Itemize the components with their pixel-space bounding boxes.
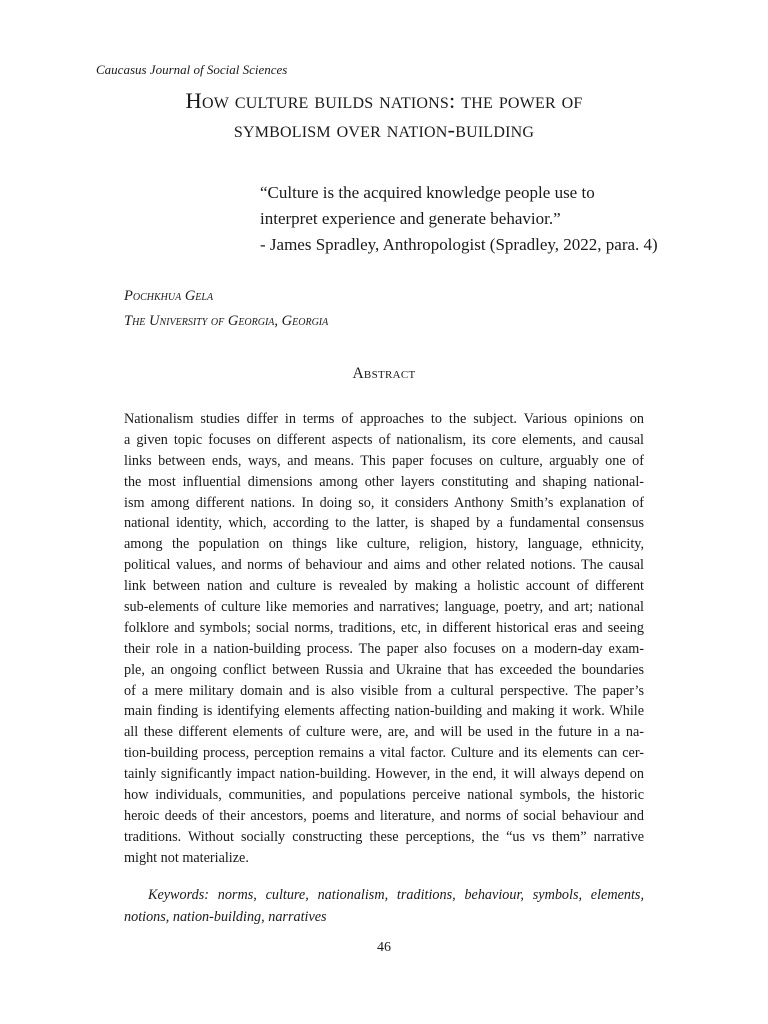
abstract-line: tion-building process, perception remains a vital factor. Culture and its elements can cer- xyxy=(124,745,644,762)
abstract-heading: Abstract xyxy=(352,365,416,382)
epigraph-line: interpret experience and generate behavior.” xyxy=(260,209,561,228)
keywords-block xyxy=(124,884,644,928)
abstract-line: all these different elements of culture were, are, and will be used in the future in a na- xyxy=(124,724,644,741)
abstract-line: their role in a nation-building process. The paper also focuses on a modern-day exam- xyxy=(124,640,644,657)
abstract-line: political values, and norms of behaviour and aims and other related notions. The causal xyxy=(124,557,644,574)
abstract-line: sub-elements of culture like memories and narratives; language, poetry, and art; national xyxy=(124,599,644,616)
abstract-line: among the population on things like culture, religion, history, language, ethnicity, xyxy=(124,536,644,553)
journal-name: Caucasus Journal of Social Sciences xyxy=(96,62,288,77)
abstract-line: a given topic focuses on different aspects of nationalism, its core elements, and causal xyxy=(124,431,644,448)
abstract-line: ple, an ongoing conflict between Russia and Ukraine that has exceeded the boundaries xyxy=(124,661,644,678)
epigraph-attribution: - James Spradley, Anthropologist (Spradley, 2022, para. 4) xyxy=(260,235,658,254)
abstract-line: heroic deeds of their ancestors, poems and literature, and norms of social behaviour and xyxy=(124,807,644,824)
abstract-line: folklore and symbols; social norms, traditions, etc, in different historical eras and seeing xyxy=(124,619,644,636)
author-affiliation: The University of Georgia, Georgia xyxy=(124,313,329,329)
abstract-line: tainly significantly impact nation-building. However, in the end, it will always depend on xyxy=(124,766,644,783)
abstract-line: links between ends, ways, and means. This paper focuses on culture, arguably one of xyxy=(124,452,644,469)
abstract-line: traditions. Without socially constructing these perceptions, the “us vs them” narrative xyxy=(124,828,644,845)
abstract-line: link between nation and culture is revealed by making a holistic account of different xyxy=(124,578,644,595)
epigraph-quote xyxy=(260,180,700,258)
article-title-line: symbolism over nation-building xyxy=(233,117,535,142)
abstract-line: might not materialize. xyxy=(124,849,249,866)
abstract-line: Nationalism studies differ in terms of approaches to the subject. Various opinions on xyxy=(124,411,644,427)
abstract-body xyxy=(124,409,644,869)
abstract-line: ism among different nations. In doing so, it considers Anthony Smith’s explanation of xyxy=(124,494,644,511)
abstract-line: how individuals, communities, and populations perceive national symbols, the historic xyxy=(124,787,644,804)
epigraph-line: “Culture is the acquired knowledge people use to xyxy=(260,183,595,202)
keywords-line: Keywords: norms, culture, nationalism, traditions, behaviour, symbols, elements, xyxy=(148,887,644,903)
keywords-line: notions, nation-building, narratives xyxy=(124,909,327,925)
author-block xyxy=(124,284,328,334)
abstract-line: of a mere military domain and is also visible from a cultural perspective. The paper’s xyxy=(124,682,644,699)
abstract-line: main finding is identifying elements affecting nation-building and making it work. While xyxy=(124,703,644,720)
page-number: 46 xyxy=(377,940,391,955)
article-title-line: How culture builds nations: the power of xyxy=(185,88,583,113)
author-name: Pochkhua Gela xyxy=(124,288,214,304)
abstract-line: national identity, which, according to the latter, is shaped by a fundamental consensus xyxy=(124,515,644,532)
article-title xyxy=(100,86,668,144)
abstract-line: the most influential dimensions among other layers constituting and shaping national- xyxy=(124,473,644,490)
